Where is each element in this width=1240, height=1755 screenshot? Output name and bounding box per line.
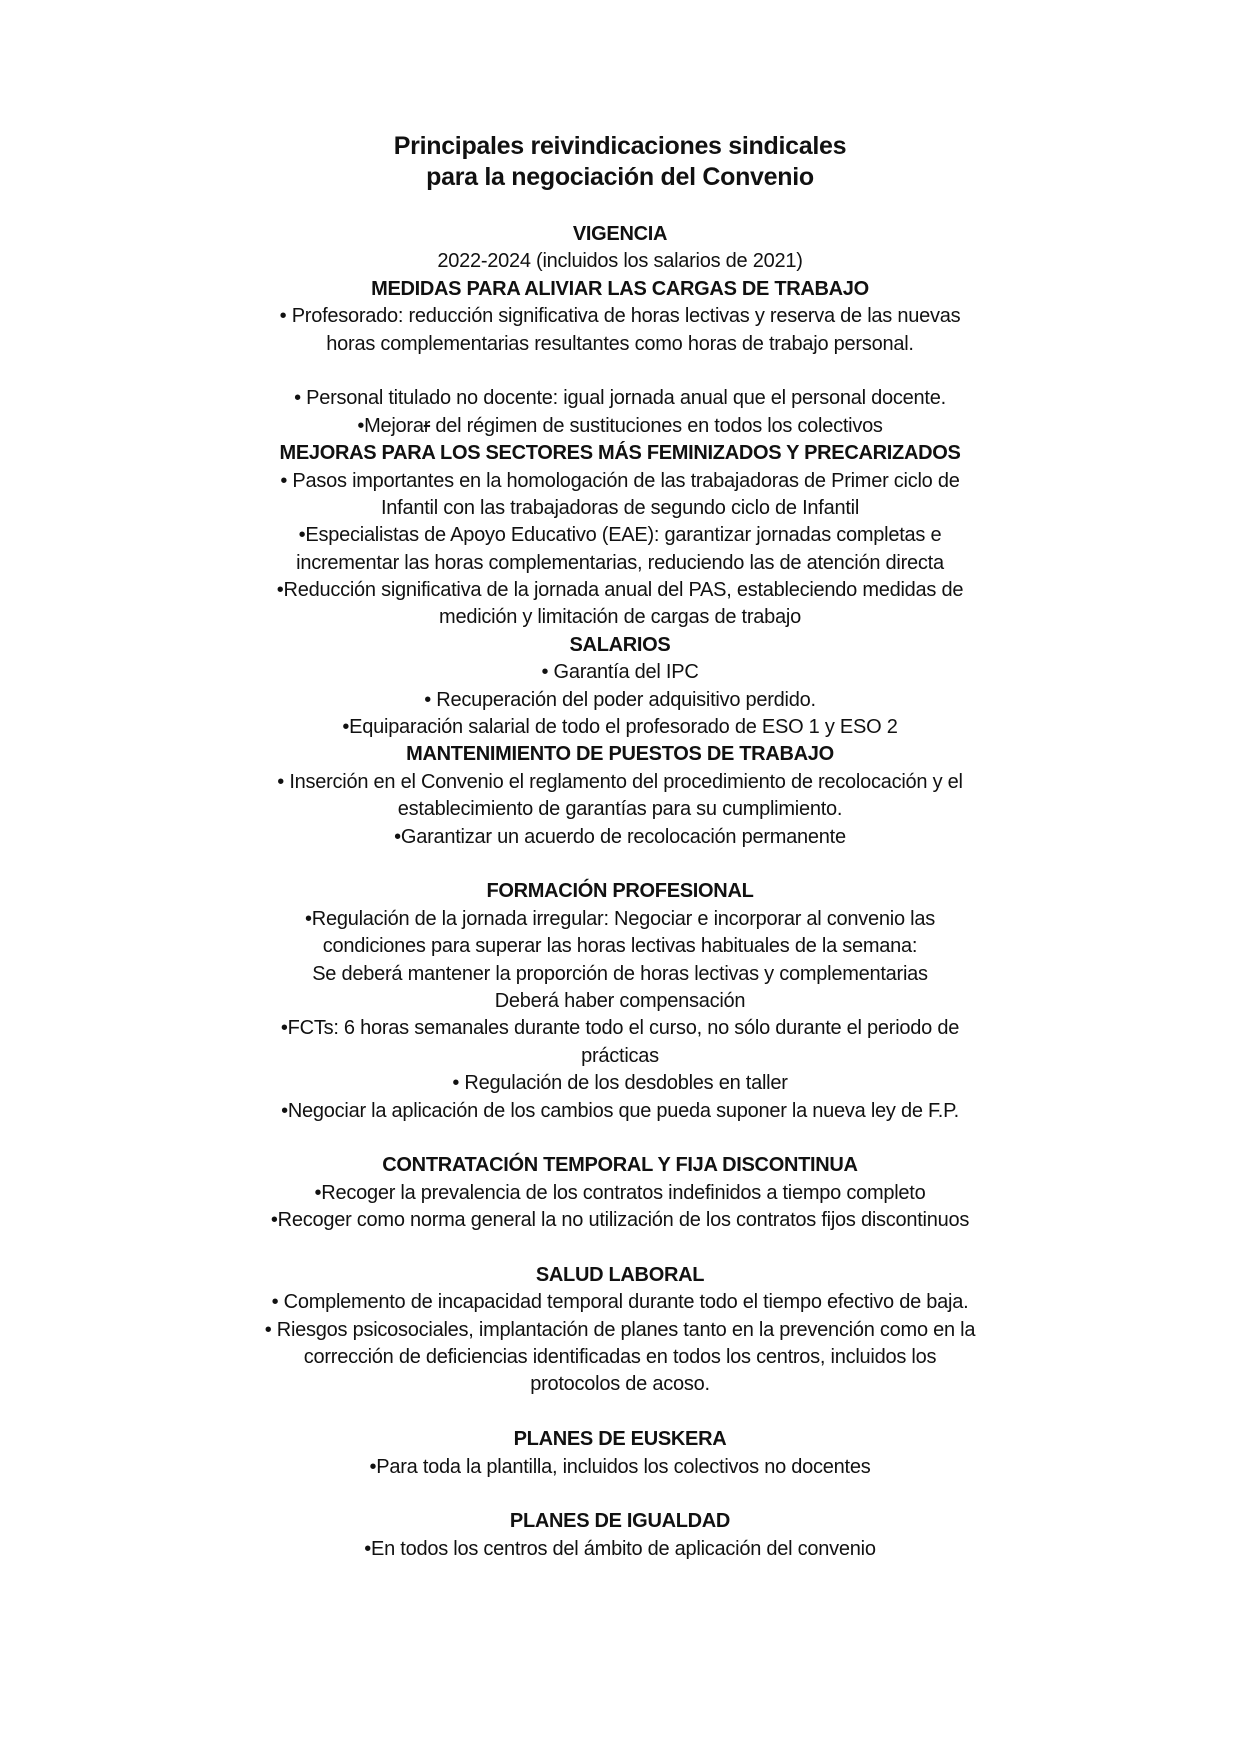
document-title [0, 131, 1240, 193]
section-sectores-feminizados [0, 440, 1240, 632]
blank-line [0, 1481, 1240, 1508]
section-vigencia [0, 221, 1240, 276]
section-line: Deberá haber compensación [494, 989, 746, 1012]
section-heading: MANTENIMIENTO DE PUESTOS DE TRABAJO [406, 743, 834, 766]
section-line: •FCTs: 6 horas semanales durante todo el curso, no sólo durante el periodo de [280, 1017, 960, 1040]
section-line: 2022-2024 (incluidos los salarios de 2021) [437, 250, 803, 273]
section-line: medición y limitación de cargas de trabajo [439, 606, 801, 629]
section-formacion-profesional [0, 878, 1240, 1152]
section-line: •Para toda la plantilla, incluidos los colectivos no docentes [369, 1455, 871, 1478]
section-line: • Inserción en el Convenio el reglamento del procedimiento de recolocación y el [277, 770, 963, 793]
section-cargas-trabajo [0, 276, 1240, 440]
section-line: •En todos los centros del ámbito de aplicación del convenio [364, 1537, 876, 1560]
section-heading: FORMACIÓN PROFESIONAL [486, 880, 754, 903]
section-line: •Negociar la aplicación de los cambios que pueda suponer la nueva ley de F.P. [281, 1099, 959, 1122]
section-line: • Regulación de los desdobles en taller [452, 1072, 788, 1095]
deleted-text: r [423, 414, 431, 437]
title-line: para la negociación del Convenio [426, 163, 814, 191]
section-salud-laboral [0, 1262, 1240, 1426]
section-line: Se deberá mantener la proporción de horas lectivas y complementarias [312, 962, 928, 985]
section-line: • Riesgos psicosociales, implantación de planes tanto en la prevención como en la [264, 1318, 976, 1341]
section-line: • Pasos importantes en la homologación de las trabajadoras de Primer ciclo de [280, 469, 960, 492]
edited-line-prefix: •Mejora [357, 414, 424, 437]
section-line: • Personal titulado no docente: igual jornada anual que el personal docente. [294, 387, 946, 410]
section-line: •Reducción significativa de la jornada anual del PAS, estableciendo medidas de [276, 579, 964, 602]
blank-line [0, 1125, 1240, 1152]
section-contratacion [0, 1152, 1240, 1262]
section-line: establecimiento de garantías para su cumplimiento. [397, 798, 843, 821]
section-salarios [0, 632, 1240, 742]
section-line: prácticas [581, 1044, 659, 1067]
section-line: •Especialistas de Apoyo Educativo (EAE): garantizar jornadas completas e [298, 524, 942, 547]
blank-line [0, 358, 1240, 385]
section-heading: CONTRATACIÓN TEMPORAL Y FIJA DISCONTINUA [382, 1154, 858, 1177]
blank-line [0, 851, 1240, 878]
section-line: • Profesorado: reducción significativa de horas lectivas y reserva de las nuevas [279, 305, 961, 328]
section-heading: PLANES DE EUSKERA [513, 1428, 727, 1451]
section-planes-igualdad [0, 1508, 1240, 1563]
section-heading: SALARIOS [569, 633, 671, 656]
blank-line [0, 1234, 1240, 1261]
section-line: • Garantía del IPC [541, 661, 699, 684]
section-line: • Complemento de incapacidad temporal durante todo el tiempo efectivo de baja. [271, 1291, 969, 1314]
section-line: •Equiparación salarial de todo el profesorado de ESO 1 y ESO 2 [342, 716, 898, 739]
section-line: • Recuperación del poder adquisitivo perdido. [424, 688, 816, 711]
section-line: incrementar las horas complementarias, reduciendo las de atención directa [296, 551, 944, 574]
edited-line-suffix: del régimen de sustituciones en todos los colectivos [430, 414, 883, 437]
section-planes-euskera [0, 1426, 1240, 1508]
title-line: Principales reivindicaciones sindicales [393, 132, 847, 160]
document-body [0, 221, 1240, 1563]
section-line: •Recoger como norma general la no utilización de los contratos fijos discontinuos [270, 1209, 970, 1232]
section-puestos-trabajo [0, 741, 1240, 878]
section-line: horas complementarias resultantes como horas de trabajo personal. [326, 332, 914, 355]
section-heading: PLANES DE IGUALDAD [509, 1510, 731, 1533]
edited-line [0, 413, 1240, 440]
section-line: •Regulación de la jornada irregular: Negociar e incorporar al convenio las [305, 907, 935, 930]
section-heading: SALUD LABORAL [535, 1263, 705, 1286]
section-heading: MEDIDAS PARA ALIVIAR LAS CARGAS DE TRABAJO [371, 277, 869, 300]
blank-line [0, 1399, 1240, 1426]
section-line: Infantil con las trabajadoras de segundo ciclo de Infantil [380, 496, 860, 519]
section-heading: MEJORAS PARA LOS SECTORES MÁS FEMINIZADOS Y PRECARIZADOS [279, 442, 961, 465]
section-line: •Recoger la prevalencia de los contratos indefinidos a tiempo completo [314, 1181, 926, 1204]
section-line: corrección de deficiencias identificadas en todos los centros, incluidos los [303, 1346, 937, 1369]
section-line: protocolos de acoso. [530, 1373, 710, 1396]
section-heading: VIGENCIA [572, 223, 668, 245]
section-line: condiciones para superar las horas lectivas habituales de la semana: [322, 935, 918, 958]
section-line: •Garantizar un acuerdo de recolocación permanente [394, 825, 846, 848]
